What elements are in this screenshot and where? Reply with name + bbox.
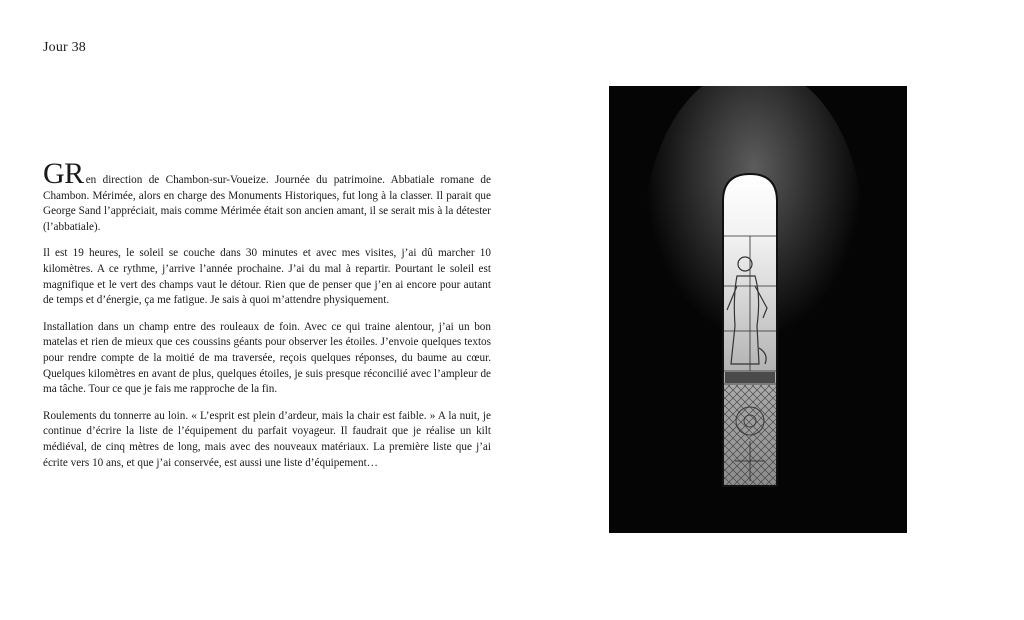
page-heading: Jour 38 (43, 40, 87, 55)
paragraph-1 (43, 157, 491, 235)
dropcap: GR (43, 157, 84, 190)
stained-glass-photo (609, 86, 907, 533)
paragraph-1-text: en direction de Chambon-sur-Voueize. Journée du patrimoine. Abbatiale romane de Chambon. Mérimée, alors en charge des Monuments Historiques, fut long à la classer. Il parait que George Sand l’appréciait, mais comme Mérimée était son ancien amant, il se serait mis à la détester (l’abbatiale). (43, 174, 491, 233)
paragraph-3: Installation dans un champ entre des rouleaux de foin. Avec ce qui traine alentour, j’ai un bon matelas et rien de mieux que ces coussins géants pour observer les étoiles. J’envoie quelques textos pour rendre compte de la moitié de ma traversée, reçois quelques réponses, du baume au cœur. Quelques kilomètres en avant de plus, quelques étoiles, je suis presque réconcilié avec l’ampleur de ma tâche. Tour ce que je fais me rapproche de la fin. (43, 320, 491, 396)
stained-glass-window-image (609, 86, 907, 533)
text-column (43, 157, 491, 482)
paragraph-4: Roulements du tonnerre au loin. « L’esprit est plein d’ardeur, mais la chair est faible. » A la nuit, je continue d’écrire la liste de l’équipement du parfait voyageur. Il faudrait que je réalise un kilt médiéval, de cinq mètres de long, mais avec des nouveaux matériaux. La première liste que j’ai écrite vers 10 ans, et que j’ai conservée, est aussi une liste d’équipement… (43, 409, 491, 469)
paragraph-2: Il est 19 heures, le soleil se couche dans 30 minutes et avec mes visites, j’ai dû marcher 10 kilomètres. A ce rythme, j’arrive l’année prochaine. J’ai du mal à repartir. Pourtant le soleil est magnifique et le vert des champs vaut le détour. Rien que de penser que j’en ai encore pour autant de temps et d’énergie, ça me fatigue. Je sais à quoi m’attendre physiquement. (43, 247, 491, 307)
